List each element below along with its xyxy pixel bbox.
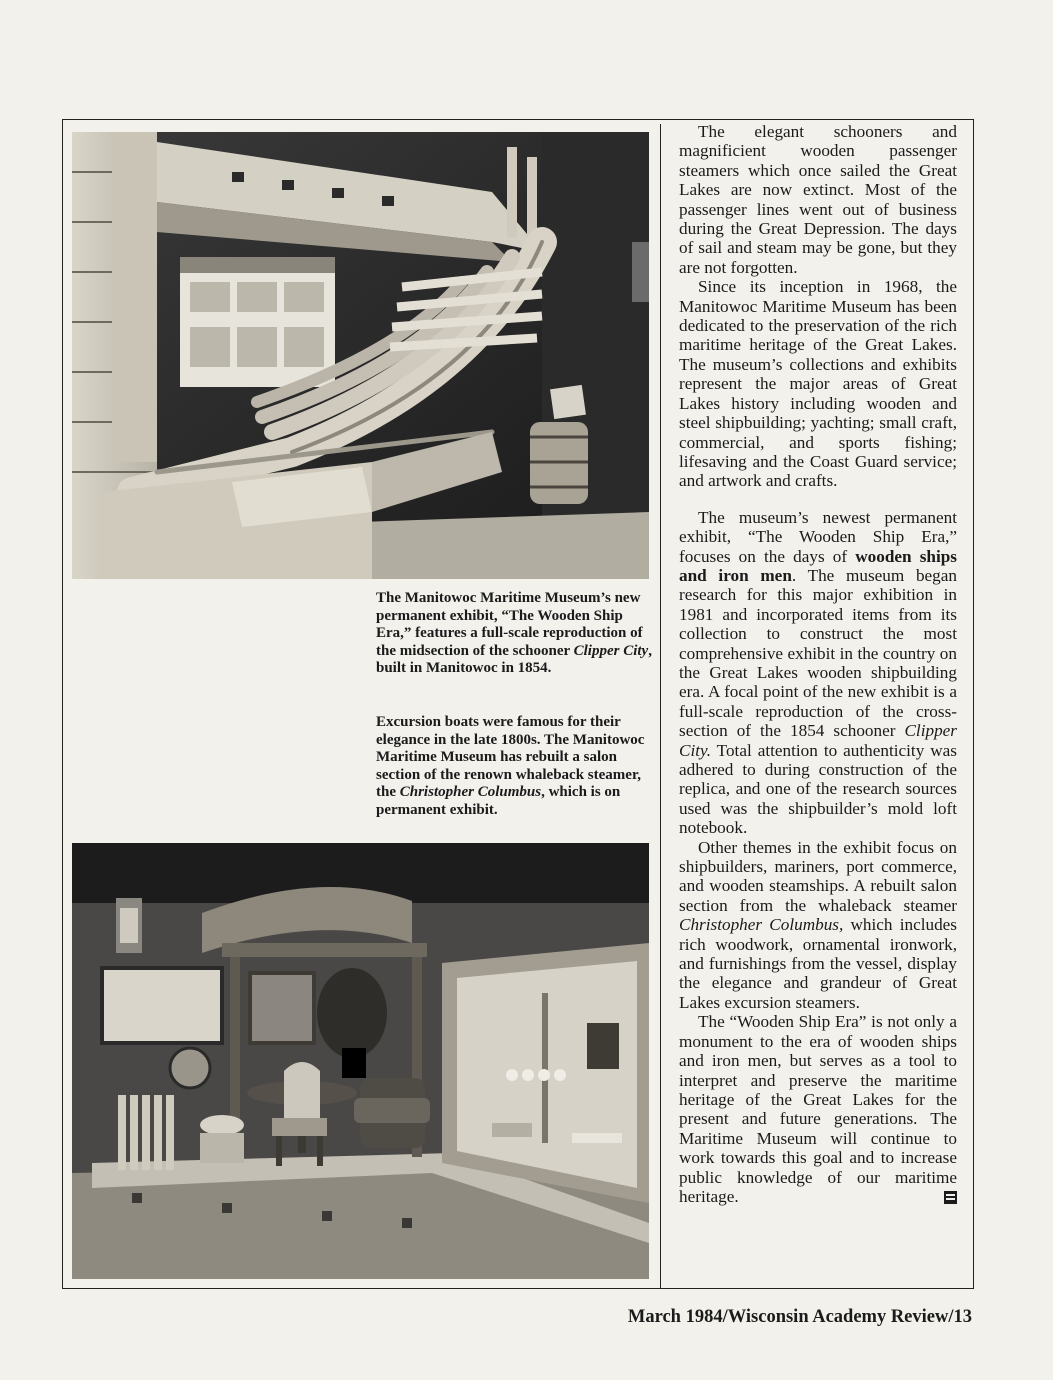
caption-hull-photo [376,590,654,678]
article-p4-intro: Other themes in the exhibit focus on shipbuilders, mariners, port commerce, and wooden steamships. A rebuilt salon section from the whaleback steamer [679,837,957,915]
article-p3-emphasis: wooden ships and iron men [679,546,957,585]
caption-salon-ship-name: Christopher Columbus [399,784,542,801]
article-body [679,122,957,1206]
frame-left-rule [62,119,63,1289]
article-paragraph-2: Since its inception in 1968, the Manitowoc Maritime Museum has been dedicated to the preservation of the rich maritime heritage of the Great Lakes. The museum’s collections and exhibits represent the major areas of Great Lakes history including wooden and steel shipbuilding; yachting; small craft, commercial, and sports fishing; lifesaving and the Coast Guard service; and artwork and crafts. [679,277,957,491]
end-of-article-square-icon [944,1191,957,1204]
caption-salon-lead: Excursion boats were famous for their elegance in the late 1800s. The Manitowoc Maritime Museum has rebuilt a salon section of the renown whaleback steamer, the [376,714,645,801]
article-paragraph-3 [679,508,957,838]
article-p3-ship-name: Clipper City. [679,721,957,760]
photo-ship-hull-reproduction [72,132,649,579]
article-paragraph-1: The elegant schooners and magnificient wooden passenger steamers which once sailed the Great Lakes are now extinct. Most of the passenger lines went out of business during the Great Depression. The days of sail and steam may be gone, but they are not forgotten. [679,122,957,277]
article-p5-text: The “Wooden Ship Era” is not only a monument to the era of wooden ships and iron men, but serves as a tool to interpret and preserve the maritime heritage of the Great Lakes for the present and future generations. The Maritime Museum will continue to work towards this goal and to increase public knowledge of our maritime heritage. [679,1012,957,1206]
caption-hull-tail: , built in Manitowoc in 1854. [376,642,652,677]
article-paragraph-5 [679,1012,957,1206]
frame-right-rule [973,119,974,1289]
caption-salon-tail: , which is on permanent exhibit. [376,784,621,818]
caption-hull-lead: The Manitowoc Maritime Museum’s new permanent exhibit, “The Wooden Ship Era,” features a full-scale reproduction of the midsection of the schooner [376,590,643,659]
article-p4-end: which includes rich woodwork, ornamental ironwork, and furnishings from the vessel, display the elegance and grandeur of Great Lakes excursion steamers. [679,915,957,1012]
article-p3-end: Total attention to authenticity was adhered to during construction of the replica, and one of the research sources used was the shipbuilder’s mold loft notebook. [679,740,957,838]
article-p3-intro: The museum’s newest permanent exhibit, “The Wooden Ship Era,” focuses on the days of [679,507,957,566]
caption-hull-ship-name: Clipper City [573,642,649,659]
photo-salon-exhibit [72,843,649,1279]
column-divider [660,124,661,1288]
frame-top-rule [62,119,974,120]
article-p3-middle: . The museum began research for this major exhibition in 1981 and incorporated items from its collection to construct the most comprehensive exhibit in the country on the Great Lakes wooden shipbuilding era. A focal point of the new exhibit is a full-scale reproduction of the cross-section of the 1854 schooner [679,565,957,741]
frame-bottom-rule [62,1288,974,1289]
page-footer: March 1984/Wisconsin Academy Review/13 [627,1307,972,1327]
caption-salon-photo [376,714,654,820]
article-paragraph-4 [679,838,957,1013]
article-p4-ship-name: Christopher Columbus, [679,915,844,935]
